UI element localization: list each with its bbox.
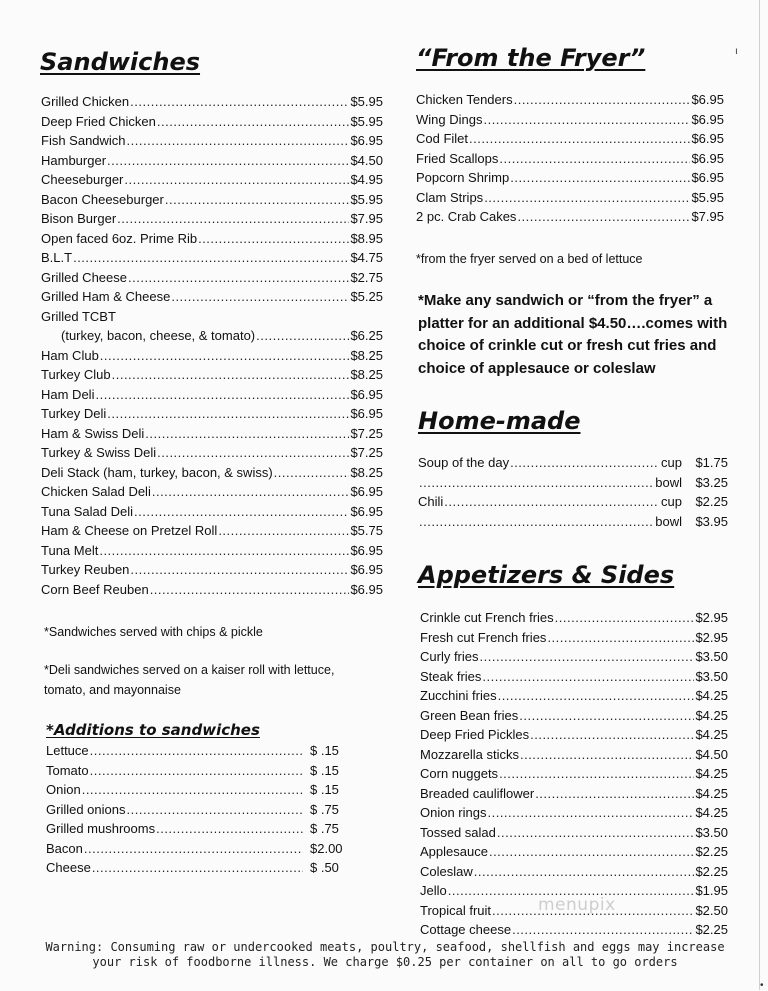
sandwich-item <box>41 504 383 524</box>
item-name: 2 pc. Crab Cakes <box>416 209 517 224</box>
sandwich-item <box>41 250 383 270</box>
sandwich-item <box>41 387 383 407</box>
leader-dots <box>92 860 303 875</box>
leader-dots <box>484 190 690 205</box>
homemade-heading: Home-made <box>418 407 581 435</box>
item-price: $2.25 <box>695 922 728 937</box>
item-price: $4.25 <box>695 805 728 820</box>
item-price: $6.95 <box>350 484 383 499</box>
item-name: Bacon <box>46 840 83 856</box>
appetizer-item <box>420 669 728 689</box>
item-name: Hamburger <box>41 152 107 168</box>
leader-dots <box>530 727 694 742</box>
leader-dots <box>198 231 349 246</box>
item-name: Tropical fruit <box>420 902 492 918</box>
item-name: Bacon Cheeseburger <box>41 191 164 207</box>
sandwich-item <box>41 523 383 543</box>
appetizers-heading: Appetizers & Sides <box>418 561 675 589</box>
item-price: $6.95 <box>350 133 383 148</box>
addition-item <box>46 841 358 861</box>
leader-dots <box>510 170 690 185</box>
item-price: $5.95 <box>350 113 383 129</box>
leader-dots <box>156 821 303 836</box>
addition-item <box>46 802 358 822</box>
item-price: $6.95 <box>350 406 383 421</box>
sandwich-item <box>41 562 383 582</box>
item-price: $ .50 <box>310 860 339 875</box>
leader-dots <box>519 708 694 723</box>
item-name: Breaded cauliflower <box>420 785 535 801</box>
fryer-item <box>416 170 724 190</box>
fryer-item <box>416 151 724 171</box>
item-price: $4.25 <box>695 707 728 723</box>
appetizers-list <box>420 610 728 942</box>
sandwich-item <box>41 367 383 387</box>
item-price: $1.75 <box>695 455 728 470</box>
item-name: Deli Stack (ham, turkey, bacon, & swiss) <box>41 464 273 480</box>
leader-dots <box>419 514 652 529</box>
sandwich-item <box>41 270 383 290</box>
fryer-item <box>416 131 724 151</box>
item-name: Fried Scallops <box>416 150 499 166</box>
item-price: $5.75 <box>350 523 383 538</box>
item-name: Crinkle cut French fries <box>420 610 554 625</box>
item-price: $3.95 <box>695 513 728 529</box>
homemade-item <box>418 514 728 534</box>
leader-dots <box>512 922 694 937</box>
sandwich-item <box>41 231 383 251</box>
item-name: Chili <box>418 494 444 509</box>
item-name: Lettuce <box>46 743 89 758</box>
leader-dots <box>547 630 694 645</box>
leader-dots <box>82 782 303 797</box>
item-name: (turkey, bacon, cheese, & tomato) <box>61 328 256 343</box>
item-name: Jello <box>420 883 447 898</box>
sandwich-item <box>41 484 383 504</box>
sandwich-item <box>41 465 383 485</box>
leader-dots <box>520 747 694 762</box>
item-name: Ham & Swiss Deli <box>41 425 145 441</box>
item-name: Chicken Salad Deli <box>41 484 151 499</box>
item-price: $6.95 <box>691 131 724 146</box>
item-price: $8.25 <box>350 367 383 382</box>
leader-dots <box>73 250 349 265</box>
sandwich-item <box>41 172 383 192</box>
item-price: $2.75 <box>350 269 383 285</box>
sandwich-item <box>41 94 383 114</box>
leader-dots <box>107 153 349 168</box>
item-name: Cottage cheese <box>420 922 512 937</box>
addition-item <box>46 743 358 763</box>
item-name: Onion <box>46 782 81 797</box>
addition-item <box>46 821 358 841</box>
item-price: $4.50 <box>350 152 383 168</box>
item-price: $ .15 <box>310 782 339 797</box>
item-name: Tossed salad <box>420 824 496 840</box>
sandwich-item <box>41 543 383 563</box>
item-name: Fish Sandwich <box>41 133 126 148</box>
item-size: bowl <box>655 513 682 529</box>
item-name: Tomato <box>46 762 89 778</box>
fryer-item <box>416 92 724 112</box>
fryer-item <box>416 112 724 132</box>
item-name: Ham & Cheese on Pretzel Roll <box>41 523 218 538</box>
item-price: $4.25 <box>695 688 728 703</box>
item-name: Grilled Ham & Cheese <box>41 289 171 304</box>
additions-heading: *Additions to sandwiches <box>46 721 260 739</box>
leader-dots <box>218 523 349 538</box>
scan-speck: ı <box>735 46 738 57</box>
sandwich-item <box>41 289 383 309</box>
sandwich-item <box>41 582 383 602</box>
item-name: Deep Fried Pickles <box>420 727 530 742</box>
item-price: $8.25 <box>350 464 383 480</box>
leader-dots <box>419 475 652 490</box>
appetizer-item <box>420 766 728 786</box>
leader-dots <box>117 211 349 226</box>
item-price: $3.50 <box>695 668 728 684</box>
fryer-item <box>416 190 724 210</box>
item-price: $ .75 <box>310 821 339 836</box>
leader-dots <box>157 114 350 129</box>
sandwiches-heading: Sandwiches <box>40 48 201 76</box>
leader-dots <box>535 786 694 801</box>
leader-dots <box>100 348 350 363</box>
item-price: $ .75 <box>310 801 339 817</box>
item-name: Popcorn Shrimp <box>416 170 510 185</box>
appetizer-item <box>420 727 728 747</box>
item-name: Mozzarella sticks <box>420 746 519 762</box>
platter-promo: *Make any sandwich or “from the fryer” a platter for an additional $4.50….comes with choice of crinkle cut or fresh cut fries and choice of applesauce or coleslaw <box>418 292 728 377</box>
item-price: $5.25 <box>350 289 383 304</box>
sandwich-item <box>41 328 383 348</box>
item-price: $ .15 <box>310 762 339 778</box>
item-name: Grilled Cheese <box>41 269 127 285</box>
scan-edge-line <box>759 0 760 990</box>
item-price: $8.25 <box>350 347 383 363</box>
leader-dots <box>107 406 349 421</box>
leader-dots <box>84 841 303 856</box>
item-price: $6.95 <box>350 542 383 558</box>
item-price: $2.95 <box>695 629 728 645</box>
additions-list <box>46 743 358 880</box>
item-price: $6.95 <box>350 562 383 577</box>
item-name: Applesauce <box>420 844 488 859</box>
foodborne-warning: Warning: Consuming raw or undercooked meats, poultry, seafood, shellfish and eggs may increase your risk of foodborne illness. We charge $0.25 per container on all to go orders <box>45 940 725 969</box>
leader-dots <box>90 743 303 758</box>
sandwich-item <box>41 406 383 426</box>
sandwich-item <box>41 114 383 134</box>
item-price: $6.95 <box>691 92 724 107</box>
item-price: $6.25 <box>350 328 383 343</box>
item-name: Onion rings <box>420 805 487 820</box>
leader-dots <box>498 688 695 703</box>
leader-dots <box>482 669 694 684</box>
leader-dots <box>256 328 349 343</box>
item-name: Tuna Melt <box>41 542 99 558</box>
appetizer-item <box>420 649 728 669</box>
item-price: $7.25 <box>350 425 383 441</box>
item-name: B.L.T <box>41 250 73 265</box>
item-price: $6.95 <box>350 386 383 402</box>
deli-sandwiches-note: *Deli sandwiches served on a kaiser roll with lettuce, tomato, and mayonnaise <box>44 663 335 697</box>
appetizer-item <box>420 630 728 650</box>
sandwich-item <box>41 211 383 231</box>
leader-dots <box>499 151 690 166</box>
appetizer-item <box>420 922 728 942</box>
leader-dots <box>499 766 694 781</box>
item-name: Clam Strips <box>416 189 484 205</box>
leader-dots <box>497 825 695 840</box>
item-name: Cheeseburger <box>41 172 124 187</box>
addition-item <box>46 860 358 880</box>
item-name: Fresh cut French fries <box>420 629 547 645</box>
leader-dots <box>99 543 349 558</box>
item-price: $6.95 <box>691 170 724 185</box>
appetizer-item <box>420 610 728 630</box>
item-price: $2.00 <box>310 840 343 856</box>
item-price: $2.50 <box>695 902 728 918</box>
leader-dots <box>150 582 350 597</box>
scan-speck: • <box>760 980 764 991</box>
item-price: $4.95 <box>350 172 383 187</box>
item-name: Curly fries <box>420 649 479 664</box>
homemade-item <box>418 494 728 514</box>
item-price: $3.50 <box>695 649 728 664</box>
menupix-watermark: menupix <box>538 895 616 915</box>
item-name: Corn nuggets <box>420 766 499 781</box>
item-price: $4.75 <box>350 250 383 265</box>
item-name: Cheese <box>46 860 91 875</box>
homemade-item <box>418 455 728 475</box>
leader-dots <box>124 172 349 187</box>
item-price: $6.95 <box>350 581 383 597</box>
item-name: Soup of the day <box>418 455 510 470</box>
appetizer-item <box>420 688 728 708</box>
item-name: Open faced 6oz. Prime Rib <box>41 230 198 246</box>
leader-dots <box>514 92 691 107</box>
leader-dots <box>474 864 695 879</box>
addition-item <box>46 763 358 783</box>
homemade-list <box>418 455 728 533</box>
item-price: $4.25 <box>695 785 728 801</box>
appetizer-item <box>420 844 728 864</box>
item-name: Green Bean fries <box>420 707 519 723</box>
item-name: Turkey Reuben <box>41 562 130 577</box>
sandwich-item <box>41 348 383 368</box>
item-name: Grilled Chicken <box>41 94 130 109</box>
item-size: cup <box>661 455 682 470</box>
leader-dots <box>127 133 350 148</box>
item-size: cup <box>661 494 682 509</box>
item-name: Ham Club <box>41 347 99 363</box>
fryer-item <box>416 209 724 229</box>
leader-dots <box>487 805 694 820</box>
leader-dots <box>165 192 350 207</box>
leader-dots <box>171 289 349 304</box>
item-price: $6.95 <box>691 111 724 127</box>
sandwiches-list <box>41 94 383 601</box>
item-name: Wing Dings <box>416 111 483 127</box>
fryer-heading: “From the Fryer” <box>416 44 646 72</box>
sandwich-item <box>41 153 383 173</box>
leader-dots <box>90 763 303 778</box>
item-price: $7.95 <box>350 211 383 226</box>
leader-dots <box>517 209 690 224</box>
item-price: $5.95 <box>691 189 724 205</box>
leader-dots <box>469 131 690 146</box>
item-price: $2.25 <box>695 863 728 879</box>
leader-dots <box>130 94 349 109</box>
appetizer-item <box>420 805 728 825</box>
appetizer-item <box>420 786 728 806</box>
item-price: $3.25 <box>695 474 728 490</box>
appetizer-item <box>420 864 728 884</box>
leader-dots <box>134 504 349 519</box>
leader-dots <box>127 802 304 817</box>
item-name: Chicken Tenders <box>416 92 513 107</box>
item-name: Turkey Club <box>41 367 111 382</box>
item-name: Deep Fried Chicken <box>41 113 156 129</box>
leader-dots <box>444 494 658 509</box>
sandwich-item <box>41 309 383 329</box>
item-name: Coleslaw <box>420 863 473 879</box>
appetizer-item <box>420 747 728 767</box>
leader-dots <box>483 112 690 127</box>
appetizer-item <box>420 708 728 728</box>
sandwich-item <box>41 426 383 446</box>
item-price: $5.95 <box>350 94 383 109</box>
item-price: $8.95 <box>350 230 383 246</box>
item-price: $2.25 <box>695 494 728 509</box>
leader-dots <box>152 484 350 499</box>
item-price: $4.25 <box>695 766 728 781</box>
item-name: Tuna Salad Deli <box>41 503 134 519</box>
item-name: Bison Burger <box>41 211 117 226</box>
leader-dots <box>489 844 695 859</box>
item-name: Cod Filet <box>416 131 469 146</box>
leader-dots <box>145 426 349 441</box>
item-price: $2.25 <box>695 844 728 859</box>
sandwich-item <box>41 445 383 465</box>
item-price: $5.95 <box>350 191 383 207</box>
item-name: Turkey Deli <box>41 406 107 421</box>
item-name: Steak fries <box>420 668 482 684</box>
item-price: $1.95 <box>695 883 728 898</box>
leader-dots <box>510 455 658 470</box>
item-price: $6.95 <box>691 150 724 166</box>
item-price: $ .15 <box>310 743 339 758</box>
item-price: $4.50 <box>695 746 728 762</box>
leader-dots <box>480 649 695 664</box>
sandwich-item <box>41 133 383 153</box>
item-price: $7.25 <box>350 445 383 460</box>
item-price: $3.50 <box>695 824 728 840</box>
fryer-list <box>416 92 724 229</box>
item-name: Ham Deli <box>41 386 95 402</box>
leader-dots <box>95 387 349 402</box>
item-size: bowl <box>655 474 682 490</box>
appetizer-item <box>420 825 728 845</box>
item-name: Zucchini fries <box>420 688 497 703</box>
leader-dots <box>112 367 350 382</box>
leader-dots <box>555 610 695 625</box>
item-name: Grilled TCBT <box>41 308 116 324</box>
item-name: Corn Beef Reuben <box>41 581 149 597</box>
item-price: $7.95 <box>691 209 724 224</box>
item-price: $2.95 <box>695 610 728 625</box>
leader-dots <box>128 270 349 285</box>
item-name: Grilled mushrooms <box>46 821 156 836</box>
fryer-lettuce-note: *from the fryer served on a bed of lettuce <box>416 252 643 266</box>
sandwich-item <box>41 192 383 212</box>
leader-dots <box>157 445 349 460</box>
sandwiches-chips-note: *Sandwiches served with chips & pickle <box>44 625 263 639</box>
item-name: Turkey & Swiss Deli <box>41 445 157 460</box>
leader-dots <box>274 465 350 480</box>
item-price: $4.25 <box>695 727 728 742</box>
item-name: Grilled onions <box>46 801 126 817</box>
addition-item <box>46 782 358 802</box>
item-price: $6.95 <box>350 503 383 519</box>
homemade-item <box>418 475 728 495</box>
leader-dots <box>130 562 349 577</box>
